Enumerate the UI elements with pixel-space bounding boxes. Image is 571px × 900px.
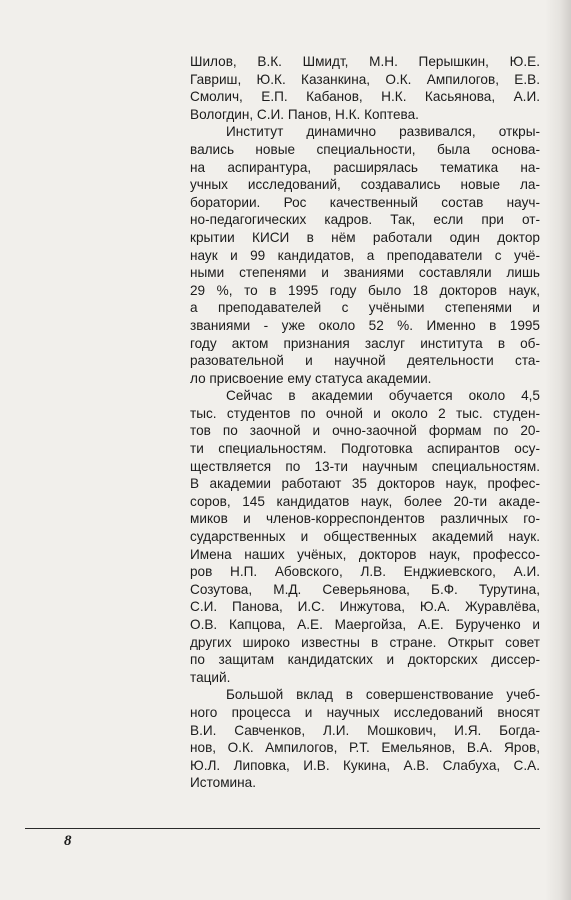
text-line: сударственных и общественных академий наук. <box>190 529 540 545</box>
text-line: Вологдин, С.И. Панов, Н.К. Коптева. <box>190 106 419 122</box>
text-line: Имена наших учёных, докторов наук, профессо- <box>190 546 540 562</box>
body-text <box>190 53 540 792</box>
text-line: В академии работают 35 докторов наук, профес- <box>190 476 540 492</box>
text-line: ло присвоение ему статуса академии. <box>190 370 432 386</box>
footer-rule <box>25 828 540 829</box>
page-number: 8 <box>64 833 72 849</box>
text-line: а преподавателей с учёными степенями и <box>190 300 540 316</box>
text-line: Институт динамично развивался, откры- <box>226 124 540 140</box>
text-line: тыс. студентов по очной и около 2 тыс. студен- <box>190 405 540 421</box>
text-line: Истомина. <box>190 775 256 791</box>
text-line: боратории. Рос качественный состав науч- <box>190 194 540 210</box>
text-line: других широко известны в стране. Открыт совет <box>190 634 540 650</box>
text-line: году актом признания заслуг института в об- <box>190 335 540 351</box>
text-line: учных исследований, создавались новые ла- <box>190 177 540 193</box>
text-line: Смолич, Е.П. Кабанов, Н.К. Касьянова, А.И. <box>190 89 540 105</box>
text-line: Созутова, М.Д. Северьянова, Б.Ф. Турутина, <box>190 581 540 597</box>
text-line: Сейчас в академии обучается около 4,5 <box>226 388 540 404</box>
text-line: ти специальностям. Подготовка аспирантов осу- <box>190 441 540 457</box>
text-line: Гавриш, Ю.К. Казанкина, О.К. Ампилогов, Е.В. <box>190 71 540 87</box>
text-line: званиями - уже около 52 %. Именно в 1995 <box>190 317 540 333</box>
text-line: 29 %, то в 1995 году было 18 докторов наук, <box>190 282 540 298</box>
text-line: В.И. Савченков, Л.И. Мошкович, И.Я. Богда- <box>190 722 540 738</box>
text-line: тов по заочной и очно-заочной формам по 20- <box>190 423 540 439</box>
text-line: разовательной и научной деятельности ста- <box>190 353 540 369</box>
text-line: по защитам кандидатских и докторских диссер- <box>190 652 540 668</box>
text-line: таций. <box>190 669 231 685</box>
text-line: Большой вклад в совершенствование учеб- <box>226 687 540 703</box>
text-line: но-педагогических кадров. Так, если при от- <box>190 212 540 228</box>
text-line: С.И. Панова, И.С. Инжутова, Ю.А. Журавлёва, <box>190 599 540 615</box>
text-line: крытии КИСИ в нём работали один доктор <box>190 229 540 245</box>
text-line: Шилов, В.К. Шмидт, М.Н. Перышкин, Ю.Е. <box>190 54 540 69</box>
text-line: ществляется по 13-ти научным специальностям. <box>190 458 540 474</box>
text-line: ров Н.П. Абовского, Л.В. Енджиевского, А.И. <box>190 564 540 580</box>
text-line: ного процесса и научных исследований вносят <box>190 704 540 720</box>
text-line: ными степенями и званиями составляли лишь <box>190 265 540 281</box>
text-line: вались новые специальности, была основа- <box>190 141 540 157</box>
text-line: на аспирантура, расширялась тематика на- <box>190 159 540 175</box>
text-line: О.В. Капцова, А.Е. Маергойза, А.Е. Бурученко и <box>190 617 540 632</box>
page-edge-shadow <box>545 0 571 900</box>
text-line: нов, О.К. Ампилогов, Р.Т. Емельянов, В.А. Яров, <box>190 740 540 756</box>
text-line: наук и 99 кандидатов, а преподаватели с учё- <box>190 247 540 263</box>
text-line: соров, 145 кандидатов наук, более 20-ти акаде- <box>190 493 540 509</box>
text-line: Ю.Л. Липовка, И.В. Кукина, А.В. Слабуха, С.А. <box>190 757 540 773</box>
text-line: миков и членов-корреспондентов различных го- <box>190 511 540 527</box>
